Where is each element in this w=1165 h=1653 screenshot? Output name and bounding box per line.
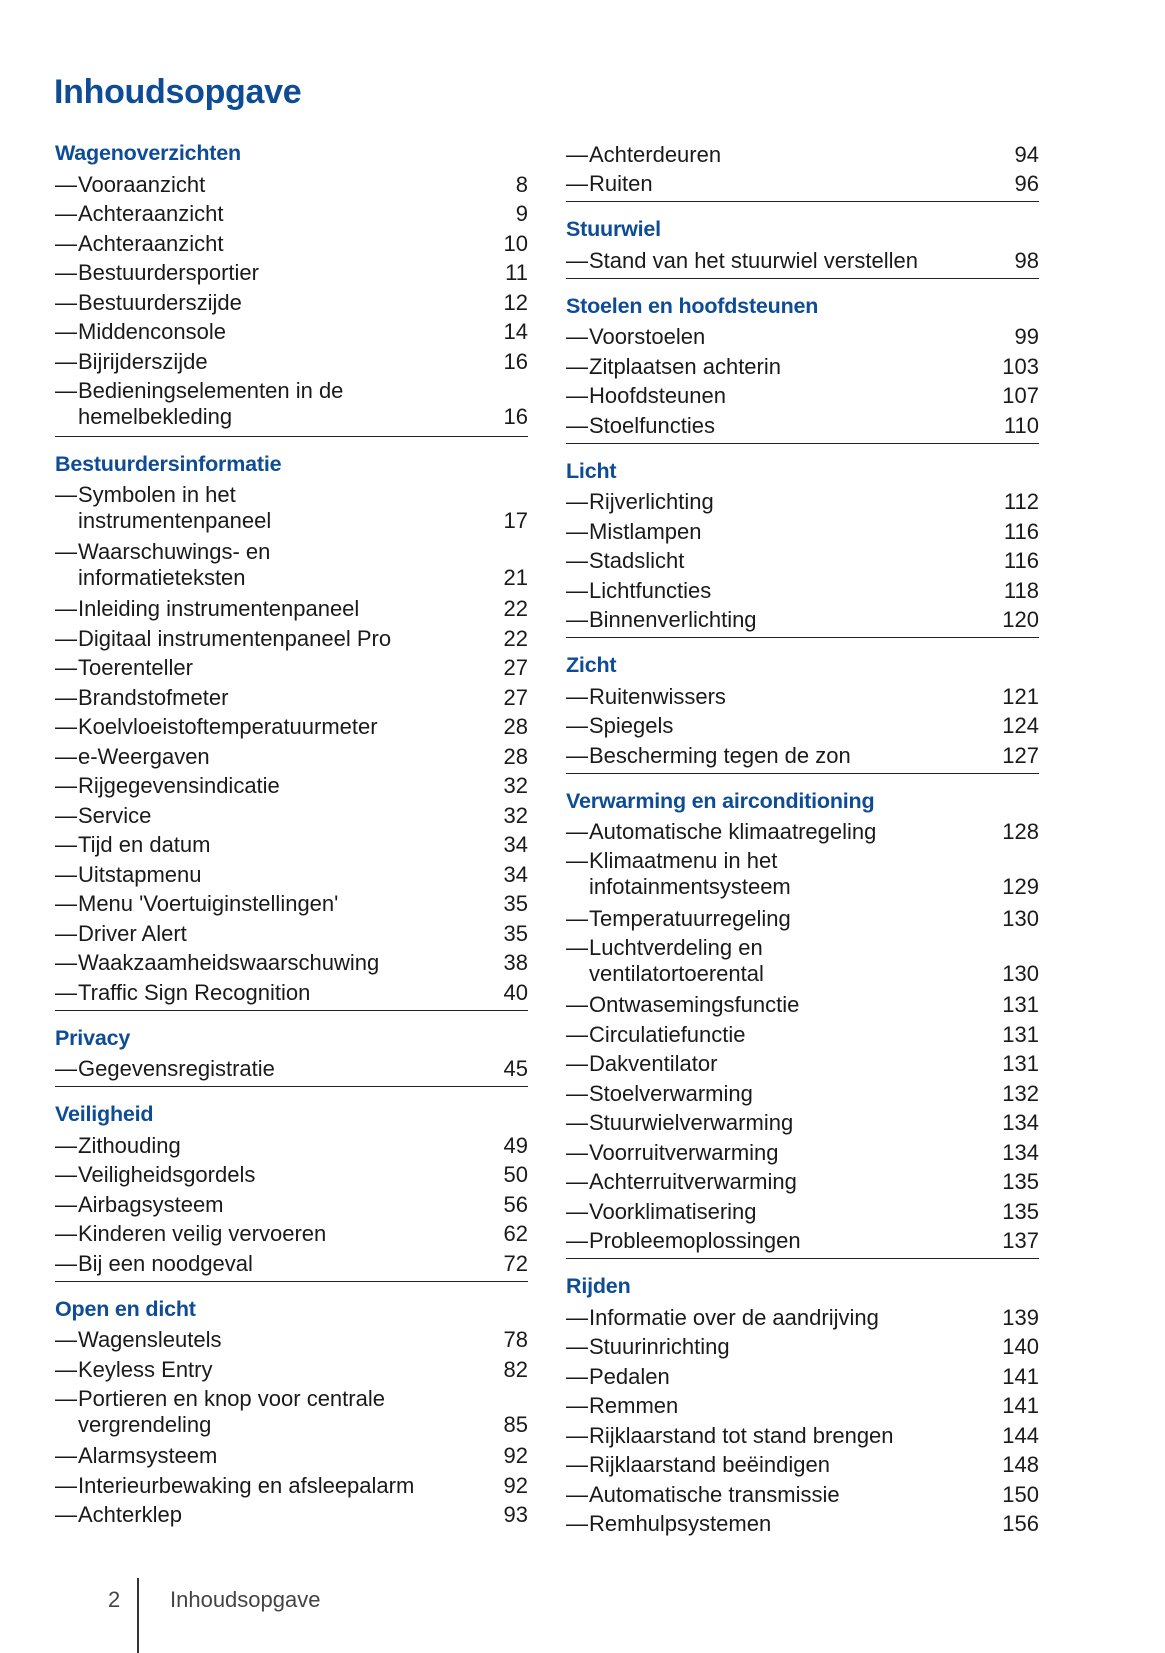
toc-entry-page-number: 28	[503, 714, 528, 739]
toc-entry-label: — Stadslicht	[566, 548, 989, 574]
toc-entry-page-number: 16	[503, 403, 528, 429]
section-heading[interactable]: Bestuurdersinformatie	[55, 451, 282, 476]
toc-entry-label: — Portieren en knop voor centrale vergrendeling	[55, 1386, 478, 1438]
toc-entry[interactable]	[566, 604, 1039, 634]
toc-entry-label: — Probleemoplossingen	[566, 1228, 989, 1254]
toc-entry[interactable]	[566, 680, 1039, 710]
toc-entry-label: — Pedalen	[566, 1364, 989, 1390]
toc-entry-label: — Wagensleutels	[55, 1327, 478, 1353]
toc-entry-page-number: 16	[503, 348, 528, 374]
toc-entry-label: — Zitplaatsen achterin	[566, 354, 989, 380]
toc-entry-label: — Stuurinrichting	[566, 1334, 989, 1360]
toc-entry-page-number: 50	[503, 1162, 528, 1187]
toc-entry[interactable]	[566, 409, 1039, 439]
toc-entry-label: — Bij een noodgeval	[55, 1251, 478, 1277]
toc-entry-label: — Voorklimatisering	[566, 1199, 989, 1225]
toc-entry[interactable]	[566, 1449, 1039, 1479]
toc-entry-label: — Automatische transmissie	[566, 1482, 989, 1508]
toc-entry[interactable]	[55, 888, 528, 918]
toc-entry-page-number: 141	[1002, 1363, 1039, 1389]
toc-entry-page-number: 27	[503, 655, 528, 680]
section-heading[interactable]: Stoelen en hoofdsteunen	[566, 293, 819, 318]
toc-entry[interactable]	[55, 1469, 528, 1499]
toc-entry[interactable]	[566, 350, 1039, 380]
toc-entry-label: — Circulatiefunctie	[566, 1022, 989, 1048]
toc-entry-page-number: 144	[1002, 1422, 1039, 1448]
toc-entry[interactable]	[566, 710, 1039, 740]
footer-section-title: Inhoudsopgave	[170, 1587, 321, 1612]
toc-entry-label: — Uitstapmenu	[55, 862, 478, 888]
toc-entry[interactable]	[566, 1419, 1039, 1449]
toc-entry-label: — Toerenteller	[55, 655, 478, 681]
toc-entry-label: — Inleiding instrumentenpaneel	[55, 596, 478, 622]
toc-entry-page-number: 22	[503, 625, 528, 651]
toc-entry-page-number: 35	[503, 920, 528, 946]
toc-entry-page-number: 139	[1002, 1304, 1039, 1330]
toc-entry-label: — Rijklaarstand tot stand brengen	[566, 1423, 989, 1449]
toc-entry[interactable]	[55, 740, 528, 770]
toc-entry-page-number: 116	[1003, 518, 1039, 544]
toc-entry[interactable]	[566, 486, 1039, 516]
toc-entry-label: — Waarschuwings- en informatieteksten	[55, 539, 478, 591]
toc-entry-page-number: 118	[1003, 577, 1039, 603]
toc-entry-page-number: 82	[503, 1356, 528, 1382]
toc-entry-label: — Rijgegevensindicatie	[55, 773, 478, 799]
toc-entry-page-number: 135	[1002, 1169, 1039, 1194]
toc-entry-label: — Remhulpsystemen	[566, 1511, 989, 1537]
toc-entry[interactable]	[566, 989, 1039, 1019]
toc-entry-page-number: 92	[503, 1443, 528, 1468]
toc-entry-label: — Koelvloeistoftemperatuurmeter	[55, 714, 478, 740]
toc-entry[interactable]	[55, 858, 528, 888]
toc-entry-page-number: 8	[515, 171, 528, 197]
toc-entry-page-number: 121	[1002, 683, 1039, 709]
toc-entry-page-number: 99	[1014, 324, 1039, 349]
toc-entry-label: — Traffic Sign Recognition	[55, 980, 478, 1006]
toc-left-column	[55, 138, 528, 1544]
toc-entry[interactable]	[55, 1218, 528, 1248]
toc-section	[55, 449, 528, 1011]
toc-entry[interactable]	[566, 380, 1039, 410]
toc-entry[interactable]	[55, 257, 528, 287]
toc-entry[interactable]	[55, 681, 528, 711]
toc-entry[interactable]	[566, 1077, 1039, 1107]
toc-entry-label: — Airbagsysteem	[55, 1192, 478, 1218]
toc-entry[interactable]	[55, 1129, 528, 1159]
section-heading[interactable]: Privacy	[55, 1025, 131, 1050]
toc-entry[interactable]	[55, 1383, 528, 1440]
toc-entry[interactable]	[566, 1018, 1039, 1048]
toc-entry[interactable]	[566, 515, 1039, 545]
section-heading[interactable]: Wagenoverzichten	[55, 141, 241, 165]
toc-entry-page-number: 148	[1002, 1452, 1039, 1477]
toc-entry-page-number: 150	[1002, 1481, 1039, 1507]
toc-entry-page-number: 130	[1002, 960, 1039, 986]
page-title: Inhoudsopgave	[54, 73, 302, 111]
section-heading[interactable]: Verwarming en airconditioning	[566, 788, 875, 813]
toc-entry-page-number: 32	[503, 773, 528, 798]
toc-entry-label: — Bedieningselementen in de hemelbekleding	[55, 378, 478, 430]
toc-entry[interactable]	[566, 244, 1039, 274]
toc-entry-label: — Hoofdsteunen	[566, 383, 989, 409]
toc-entry-label: — Vooraanzicht	[55, 172, 478, 198]
toc-entry[interactable]	[566, 1508, 1039, 1538]
toc-entry-page-number: 112	[1003, 489, 1039, 514]
toc-entry-page-number: 131	[1002, 1021, 1039, 1047]
toc-entry-page-number: 98	[1014, 247, 1039, 273]
toc-entry[interactable]	[55, 286, 528, 316]
toc-entry-label: — Ruitenwissers	[566, 684, 989, 710]
toc-entry-label: — Lichtfuncties	[566, 578, 989, 604]
toc-entry[interactable]	[566, 932, 1039, 989]
toc-entry-label: — Informatie over de aandrijving	[566, 1305, 989, 1331]
toc-entry-page-number: 127	[1002, 742, 1039, 768]
toc-entry-page-number: 92	[503, 1472, 528, 1498]
toc-entry[interactable]	[55, 652, 528, 682]
toc-entry-label: — Achterdeuren	[566, 142, 989, 168]
toc-entry-label: — Stuurwielverwarming	[566, 1110, 989, 1136]
section-heading[interactable]: Open en dicht	[55, 1296, 196, 1321]
toc-entry[interactable]	[55, 375, 528, 432]
toc-entry[interactable]	[566, 1195, 1039, 1225]
toc-entry-page-number: 17	[503, 507, 528, 533]
toc-entry-label: — Rijverlichting	[566, 489, 989, 515]
toc-entry-page-number: 38	[503, 950, 528, 975]
toc-entry[interactable]	[566, 1331, 1039, 1361]
toc-section	[566, 456, 1039, 639]
toc-entry-label: — Bijrijderszijde	[55, 349, 478, 375]
toc-entry-page-number: 34	[503, 861, 528, 887]
toc-entry-label: — Bescherming tegen de zon	[566, 743, 989, 769]
toc-entry[interactable]	[566, 816, 1039, 846]
toc-entry-label: — Bestuurderszijde	[55, 290, 478, 316]
toc-entry[interactable]	[55, 917, 528, 947]
toc-entry[interactable]	[566, 1478, 1039, 1508]
toc-section	[566, 650, 1039, 774]
toc-entry-page-number: 14	[503, 319, 528, 344]
toc-entry-label: — Ontwasemingsfunctie	[566, 992, 989, 1018]
section-heading[interactable]: Stuurwiel	[566, 217, 661, 241]
toc-entry-page-number: 93	[503, 1502, 528, 1527]
toc-section	[55, 138, 528, 437]
toc-entry-label: — Keyless Entry	[55, 1357, 478, 1383]
toc-entry[interactable]	[566, 545, 1039, 575]
toc-entry-label: — Tijd en datum	[55, 832, 478, 858]
toc-entry-page-number: 116	[1003, 548, 1039, 573]
toc-entry[interactable]	[566, 574, 1039, 604]
toc-section	[566, 291, 1039, 444]
toc-entry[interactable]	[55, 536, 528, 593]
toc-entry-label: — Voorruitverwarming	[566, 1140, 989, 1166]
toc-entry-label: — Voorstoelen	[566, 324, 989, 350]
toc-entry[interactable]	[55, 316, 528, 346]
toc-entry-page-number: 78	[503, 1327, 528, 1352]
toc-entry-label: — Gegevensregistratie	[55, 1056, 478, 1082]
toc-entry[interactable]	[566, 168, 1039, 198]
toc-entry-page-number: 107	[1002, 383, 1039, 408]
toc-section	[566, 138, 1039, 202]
toc-entry[interactable]	[55, 227, 528, 257]
toc-entry[interactable]	[55, 947, 528, 977]
toc-entry-label: — Achteraanzicht	[55, 231, 478, 257]
toc-entry-page-number: 131	[1002, 992, 1039, 1017]
toc-entry-page-number: 62	[503, 1221, 528, 1246]
toc-entry-page-number: 28	[503, 743, 528, 769]
toc-entry-label: — Kinderen veilig vervoeren	[55, 1221, 478, 1247]
toc-entry[interactable]	[55, 593, 528, 623]
toc-entry-label: — Ruiten	[566, 171, 989, 197]
toc-section	[566, 786, 1039, 1260]
toc-entry[interactable]	[566, 902, 1039, 932]
toc-entry[interactable]	[55, 622, 528, 652]
toc-entry-page-number: 130	[1002, 905, 1039, 931]
toc-entry-page-number: 12	[503, 289, 528, 315]
toc-entry-label: — Driver Alert	[55, 921, 478, 947]
toc-entry-label: — Digitaal instrumentenpaneel Pro	[55, 626, 478, 652]
toc-entry-label: — Stoelverwarming	[566, 1081, 989, 1107]
toc-entry-page-number: 10	[503, 230, 528, 256]
toc-entry[interactable]	[566, 845, 1039, 902]
toc-entry[interactable]	[566, 739, 1039, 769]
toc-entry[interactable]	[55, 198, 528, 228]
toc-entry[interactable]	[566, 1048, 1039, 1078]
toc-entry-page-number: 85	[503, 1411, 528, 1437]
toc-entry-label: — Middenconsole	[55, 319, 478, 345]
toc-entry-page-number: 96	[1014, 171, 1039, 196]
toc-entry[interactable]	[566, 321, 1039, 351]
toc-entry-label: — Brandstofmeter	[55, 685, 478, 711]
toc-entry-label: — e-Weergaven	[55, 744, 478, 770]
toc-entry-page-number: 156	[1002, 1511, 1039, 1536]
toc-entry-label: — Rijklaarstand beëindigen	[566, 1452, 989, 1478]
toc-entry-label: — Symbolen in het instrumentenpaneel	[55, 482, 478, 534]
toc-entry-page-number: 132	[1002, 1080, 1039, 1106]
toc-section	[566, 1271, 1039, 1541]
toc-entry[interactable]	[55, 1353, 528, 1383]
toc-entry-label: — Stoelfuncties	[566, 413, 989, 439]
section-heading[interactable]: Licht	[566, 458, 617, 483]
footer-page-number: 2	[108, 1587, 121, 1612]
toc-entry-page-number: 140	[1002, 1334, 1039, 1359]
toc-entry[interactable]	[566, 1107, 1039, 1137]
toc-entry[interactable]	[55, 1053, 528, 1083]
toc-entry-label: — Menu 'Voertuiginstellingen'	[55, 891, 478, 917]
section-heading[interactable]: Rijden	[566, 1274, 631, 1298]
toc-entry-page-number: 35	[503, 891, 528, 916]
toc-entry-page-number: 94	[1014, 141, 1039, 167]
toc-section	[566, 214, 1039, 279]
toc-entry[interactable]	[55, 479, 528, 536]
toc-entry-page-number: 72	[503, 1250, 528, 1276]
toc-entry[interactable]	[55, 976, 528, 1006]
toc-entry-page-number: 128	[1002, 819, 1039, 844]
toc-entry[interactable]	[55, 1324, 528, 1354]
toc-entry-page-number: 129	[1002, 874, 1039, 899]
toc-entry[interactable]	[55, 1499, 528, 1529]
toc-entry[interactable]	[566, 1360, 1039, 1390]
section-heading[interactable]: Zicht	[566, 653, 617, 677]
toc-entry-label: — Zithouding	[55, 1133, 478, 1159]
toc-entry-label: — Interieurbewaking en afsleepalarm	[55, 1473, 478, 1499]
toc-entry-label: — Luchtverdeling en ventilatortoerental	[566, 935, 989, 987]
toc-entry-page-number: 135	[1002, 1198, 1039, 1224]
toc-entry[interactable]	[55, 711, 528, 741]
toc-entry[interactable]	[566, 138, 1039, 168]
toc-entry-page-number: 21	[503, 564, 528, 590]
toc-entry[interactable]	[55, 168, 528, 198]
toc-entry-page-number: 103	[1002, 353, 1039, 379]
toc-entry[interactable]	[566, 1225, 1039, 1255]
toc-entry-label: — Veiligheidsgordels	[55, 1162, 478, 1188]
toc-section	[55, 1099, 528, 1282]
toc-right-column	[566, 138, 1039, 1553]
toc-entry[interactable]	[55, 1247, 528, 1277]
toc-entry-label: — Klimaatmenu in het infotainmentsysteem	[566, 848, 989, 900]
toc-entry-page-number: 45	[503, 1056, 528, 1081]
toc-entry[interactable]	[55, 1440, 528, 1470]
toc-entry-label: — Stand van het stuurwiel verstellen	[566, 248, 989, 274]
toc-entry[interactable]	[566, 1166, 1039, 1196]
toc-entry-label: — Achterklep	[55, 1502, 478, 1528]
toc-section	[55, 1023, 528, 1088]
toc-entry-label: — Dakventilator	[566, 1051, 989, 1077]
toc-entry[interactable]	[55, 799, 528, 829]
toc-entry[interactable]	[55, 770, 528, 800]
toc-entry-page-number: 9	[515, 201, 528, 226]
toc-entry[interactable]	[55, 1188, 528, 1218]
toc-section	[55, 1294, 528, 1533]
toc-entry-page-number: 120	[1002, 607, 1039, 632]
toc-entry-page-number: 124	[1002, 713, 1039, 738]
footer-divider	[137, 1578, 139, 1653]
toc-entry[interactable]	[566, 1390, 1039, 1420]
toc-entry-page-number: 40	[503, 979, 528, 1005]
toc-entry-label: — Spiegels	[566, 713, 989, 739]
toc-entry-label: — Temperatuurregeling	[566, 906, 989, 932]
toc-entry[interactable]	[55, 1159, 528, 1189]
toc-entry[interactable]	[55, 829, 528, 859]
toc-entry-page-number: 131	[1002, 1051, 1039, 1076]
toc-entry-label: — Achteraanzicht	[55, 201, 478, 227]
toc-entry-page-number: 56	[503, 1191, 528, 1217]
toc-entry-label: — Service	[55, 803, 478, 829]
toc-entry-page-number: 134	[1002, 1139, 1039, 1165]
toc-entry-page-number: 110	[1003, 412, 1039, 438]
toc-entry[interactable]	[566, 1136, 1039, 1166]
toc-entry-label: — Waakzaamheidswaarschuwing	[55, 950, 478, 976]
toc-entry-label: — Alarmsysteem	[55, 1443, 478, 1469]
toc-entry[interactable]	[566, 1301, 1039, 1331]
toc-entry-label: — Mistlampen	[566, 519, 989, 545]
toc-entry-page-number: 49	[503, 1132, 528, 1158]
toc-entry-page-number: 141	[1002, 1393, 1039, 1418]
toc-entry-page-number: 34	[503, 832, 528, 857]
toc-entry-label: — Automatische klimaatregeling	[566, 819, 989, 845]
toc-entry-page-number: 27	[503, 684, 528, 710]
toc-entry-page-number: 32	[503, 802, 528, 828]
toc-entry-label: — Remmen	[566, 1393, 989, 1419]
toc-entry-page-number: 134	[1002, 1110, 1039, 1135]
toc-entry-label: — Binnenverlichting	[566, 607, 989, 633]
toc-entry-page-number: 11	[505, 260, 528, 285]
toc-entry-label: — Bestuurdersportier	[55, 260, 478, 286]
toc-entry[interactable]	[55, 345, 528, 375]
toc-entry-page-number: 22	[503, 596, 528, 621]
toc-entry-page-number: 137	[1002, 1228, 1039, 1253]
toc-entry-label: — Achterruitverwarming	[566, 1169, 989, 1195]
section-heading[interactable]: Veiligheid	[55, 1102, 154, 1126]
